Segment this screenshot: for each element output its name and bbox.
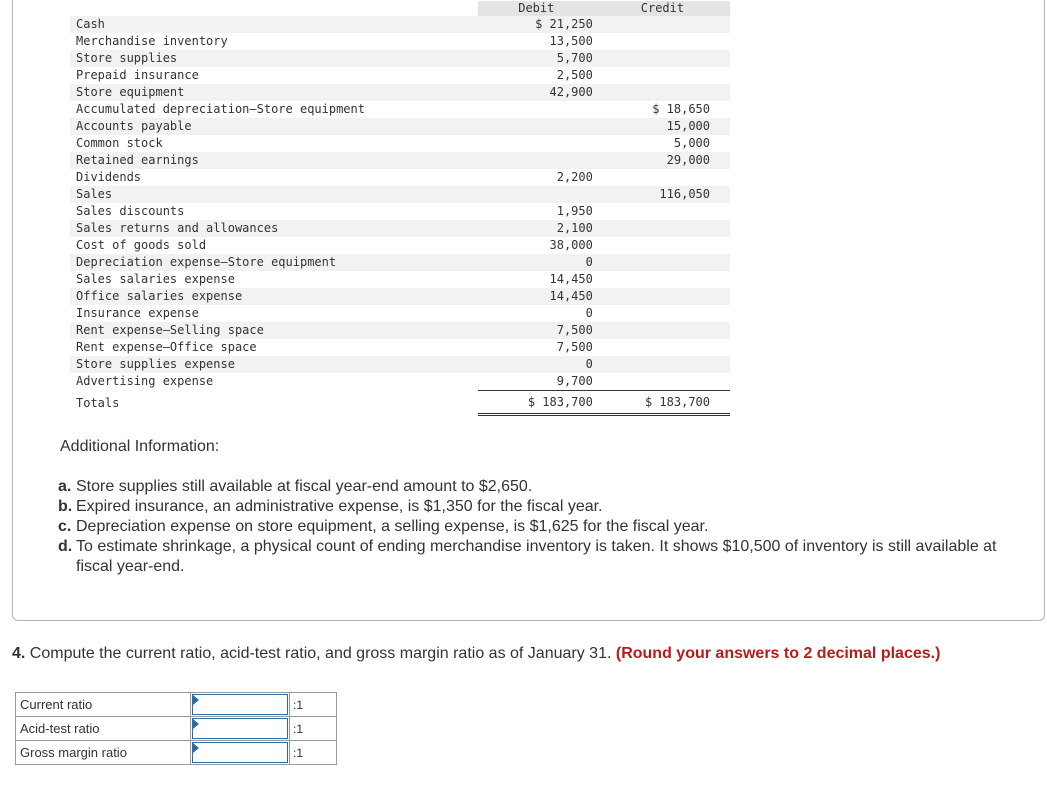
ratio-suffix: :1 <box>290 693 337 717</box>
trial-balance-row <box>70 288 730 305</box>
item-letter: b. <box>58 498 73 515</box>
account-name: Accounts payable <box>70 118 478 135</box>
trial-balance-row <box>70 203 730 220</box>
account-name: Retained earnings <box>70 152 478 169</box>
trial-balance-header <box>70 1 730 16</box>
trial-balance-row <box>70 101 730 118</box>
account-name: Rent expense—Selling space <box>70 322 478 339</box>
account-name: Common stock <box>76 136 163 150</box>
debit-amount: 38,000 <box>549 238 593 252</box>
credit-amount <box>595 373 730 391</box>
ratio-input[interactable] <box>192 742 288 763</box>
debit-amount: 5,700 <box>478 50 595 67</box>
debit-amount: 14,450 <box>478 288 595 305</box>
additional-info-item <box>58 537 998 577</box>
debit-amount: 2,200 <box>556 170 593 184</box>
debit-total: $ 183,700 <box>478 391 595 415</box>
debit-amount: 0 <box>585 306 593 320</box>
trial-balance-row <box>70 50 730 67</box>
account-name: Rent expense—Office space <box>76 340 257 354</box>
account-name: Dividends <box>76 170 142 184</box>
additional-info-item <box>58 477 998 497</box>
question-number: 4. <box>12 645 26 662</box>
credit-amount <box>595 50 730 67</box>
ratio-suffix: :1 <box>290 717 337 741</box>
trial-balance-row <box>70 135 730 152</box>
debit-amount: 1,950 <box>556 204 593 218</box>
answer-row <box>16 693 337 717</box>
trial-balance-row <box>70 356 730 373</box>
item-letter: d. <box>58 538 73 555</box>
account-name: Insurance expense <box>76 306 199 320</box>
item-text: Depreciation expense on store equipment, a selling expense, is $1,625 for the fiscal year. <box>76 518 709 535</box>
account-name: Office salaries expense <box>70 288 478 305</box>
account-name: Advertising expense <box>76 374 214 389</box>
trial-balance-row <box>70 169 730 186</box>
debit-amount: 7,500 <box>556 340 593 354</box>
debit-amount: 14,450 <box>549 272 593 286</box>
answer-cell <box>191 693 290 717</box>
account-name: Accumulated depreciation—Store equipment <box>76 102 365 116</box>
ratio-input[interactable] <box>192 718 288 739</box>
trial-balance-row <box>70 254 730 271</box>
trial-balance-row <box>70 271 730 288</box>
credit-amount <box>595 339 730 356</box>
input-flag-icon <box>193 743 199 753</box>
additional-info-item <box>58 497 998 517</box>
debit-amount: 2,500 <box>556 68 593 82</box>
account-name: Store equipment <box>70 84 478 101</box>
trial-balance-row <box>70 33 730 50</box>
debit-amount: $ 21,250 <box>478 16 595 33</box>
account-name: Sales <box>70 186 478 203</box>
item-letter: c. <box>58 518 72 535</box>
item-text: Expired insurance, an administrative expense, is $1,350 for the fiscal year. <box>76 498 603 515</box>
answer-label: Gross margin ratio <box>16 741 191 765</box>
trial-balance-row <box>70 16 730 33</box>
debit-amount: 42,900 <box>478 84 595 101</box>
debit-amount <box>478 186 595 203</box>
debit-amount: 2,100 <box>478 220 595 237</box>
additional-info-title: Additional Information: <box>60 438 220 455</box>
trial-balance-row <box>70 322 730 339</box>
trial-balance-row <box>70 237 730 254</box>
credit-amount <box>595 305 730 322</box>
credit-amount <box>595 220 730 237</box>
credit-amount: 29,000 <box>595 152 730 169</box>
account-name: Cost of goods sold <box>76 238 207 252</box>
debit-amount: 0 <box>478 356 595 373</box>
answer-cell <box>191 741 290 765</box>
trial-balance-row <box>70 373 730 391</box>
account-name: Sales salaries expense <box>76 272 235 286</box>
trial-balance-row <box>70 84 730 101</box>
totals-label: Totals <box>76 395 120 410</box>
credit-amount <box>595 203 730 220</box>
credit-amount: 5,000 <box>673 136 710 150</box>
answer-row <box>16 717 337 741</box>
account-name: Depreciation expense—Store equipment <box>70 254 478 271</box>
credit-amount <box>595 288 730 305</box>
debit-amount: 7,500 <box>478 322 595 339</box>
trial-balance-row <box>70 67 730 84</box>
credit-amount <box>595 356 730 373</box>
debit-amount: 9,700 <box>556 374 593 388</box>
answer-row <box>16 741 337 765</box>
input-flag-icon <box>193 695 199 705</box>
item-letter: a. <box>58 478 72 495</box>
credit-amount <box>595 16 730 33</box>
ratio-input[interactable] <box>192 694 288 715</box>
account-name: Sales discounts <box>76 204 185 218</box>
account-name: Cash <box>70 16 478 33</box>
rounding-instruction: (Round your answers to 2 decimal places.) <box>615 645 941 662</box>
debit-amount <box>478 101 595 118</box>
credit-header: Credit <box>595 1 730 16</box>
ratio-answer-table <box>15 692 337 765</box>
account-name: Store supplies <box>70 50 478 67</box>
credit-total: $ 183,700 <box>595 391 730 415</box>
credit-amount <box>595 271 730 288</box>
trial-balance-row <box>70 339 730 356</box>
debit-amount <box>478 152 595 169</box>
debit-amount: 13,500 <box>549 34 593 48</box>
debit-amount: 0 <box>478 254 595 271</box>
credit-amount <box>595 33 730 50</box>
trial-balance-row <box>70 305 730 322</box>
additional-info-item <box>58 517 998 537</box>
answer-cell <box>191 717 290 741</box>
credit-amount <box>595 84 730 101</box>
debit-amount <box>478 118 595 135</box>
trial-balance-body <box>70 16 730 415</box>
totals-row <box>70 391 730 415</box>
answer-label: Acid-test ratio <box>16 717 191 741</box>
account-name: Merchandise inventory <box>76 34 228 48</box>
debit-header: Debit <box>478 1 595 16</box>
trial-balance-row <box>70 118 730 135</box>
credit-amount <box>595 237 730 254</box>
ratio-suffix: :1 <box>290 741 337 765</box>
trial-balance-row <box>70 186 730 203</box>
credit-amount: $ 18,650 <box>652 102 710 116</box>
credit-amount <box>595 322 730 339</box>
account-name: Prepaid insurance <box>76 68 199 82</box>
item-text: To estimate shrinkage, a physical count of ending merchandise inventory is taken. It shows $10,500 of inventory is still available at fiscal year-end. <box>76 538 997 575</box>
additional-info-list <box>58 477 998 577</box>
trial-balance-table <box>70 1 730 416</box>
item-text: Store supplies still available at fiscal year-end amount to $2,650. <box>76 478 533 495</box>
trial-balance-row <box>70 152 730 169</box>
credit-amount: 116,050 <box>595 186 730 203</box>
question-text: Compute the current ratio, acid-test ratio, and gross margin ratio as of January 31. <box>29 645 612 662</box>
debit-amount <box>478 135 595 152</box>
account-name: Sales returns and allowances <box>70 220 478 237</box>
credit-amount <box>595 254 730 271</box>
credit-amount <box>595 169 730 186</box>
trial-balance-row <box>70 220 730 237</box>
answer-label: Current ratio <box>16 693 191 717</box>
question-prompt <box>12 645 940 663</box>
input-flag-icon <box>193 719 199 729</box>
account-name: Store supplies expense <box>70 356 478 373</box>
credit-amount: 15,000 <box>595 118 730 135</box>
credit-amount <box>595 67 730 84</box>
